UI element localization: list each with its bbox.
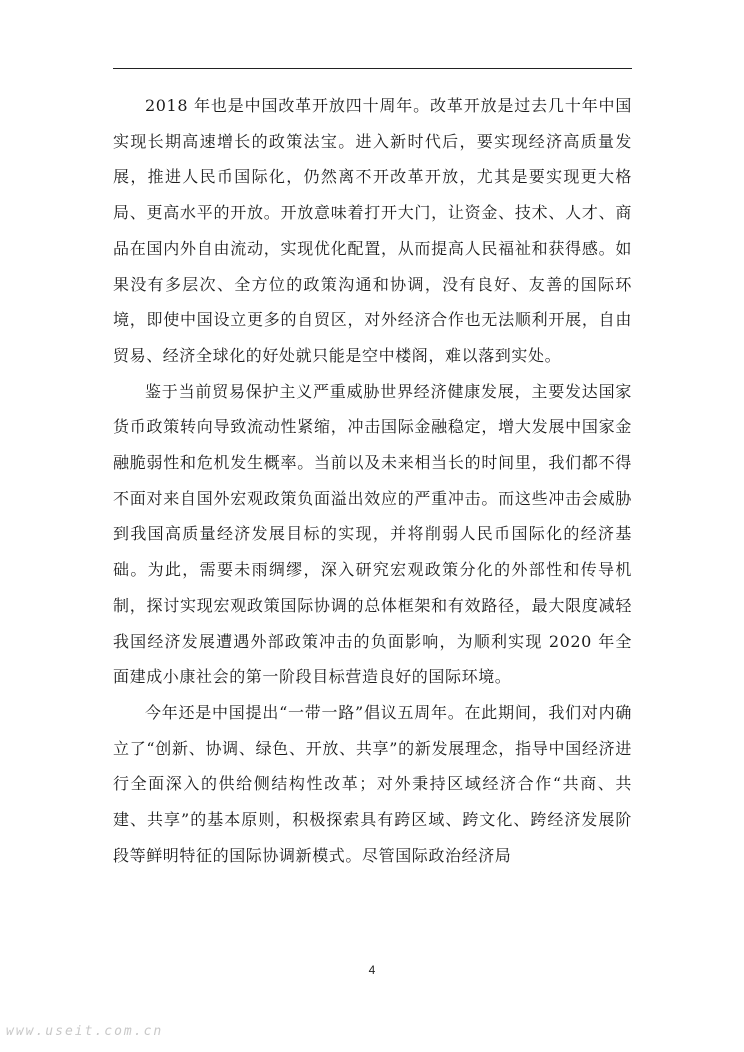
page-body (113, 88, 632, 873)
paragraph-1: 2018 年也是中国改革开放四十周年。改革开放是过去几十年中国实现长期高速增长的政策法宝。进入新时代后，要实现经济高质量发展，推进人民币国际化，仍然离不开改革开放，尤其是要实现更大格局、更高水平的开放。开放意味着打开大门，让资金、技术、人才、商品在国内外自由流动，实现优化配置，从而提高人民福祉和获得感。如果没有多层次、全方位的政策沟通和协调，没有良好、友善的国际环境，即使中国设立更多的自贸区，对外经济合作也无法顺利开展，自由贸易、经济全球化的好处就只能是空中楼阁，难以落到实处。 (113, 96, 632, 365)
paragraph-2: 鉴于当前贸易保护主义严重威胁世界经济健康发展，主要发达国家货币政策转向导致流动性紧缩，冲击国际金融稳定，增大发展中国家金融脆弱性和危机发生概率。当前以及未来相当长的时间里，我们都不得不面对来自国外宏观政策负面溢出效应的严重冲击。而这些冲击会威胁到我国高质量经济发展目标的实现，并将削弱人民币国际化的经济基础。为此，需要未雨绸缪，深入研究宏观政策分化的外部性和传导机制，探讨实现宏观政策国际协调的总体框架和有效路径，最大限度减轻我国经济发展遭遇外部政策冲击的负面影响，为顺利实现 2020 年全面建成小康社会的第一阶段目标营造良好的国际环境。 (113, 381, 632, 687)
paragraph-3: 今年还是中国提出“一带一路”倡议五周年。在此期间，我们对内确立了“创新、协调、绿色、开放、共享”的新发展理念，指导中国经济进行全面深入的供给侧结构性改革；对外秉持区域经济合作“共商、共建、共享”的基本原则，积极探索具有跨区域、跨文化、跨经济发展阶段等鲜明特征的国际协调新模式。尽管国际政治经济局 (113, 702, 632, 865)
header-rule (113, 68, 632, 69)
page-number: 4 (368, 963, 376, 977)
watermark: www.useit.com.cn (6, 1024, 164, 1039)
